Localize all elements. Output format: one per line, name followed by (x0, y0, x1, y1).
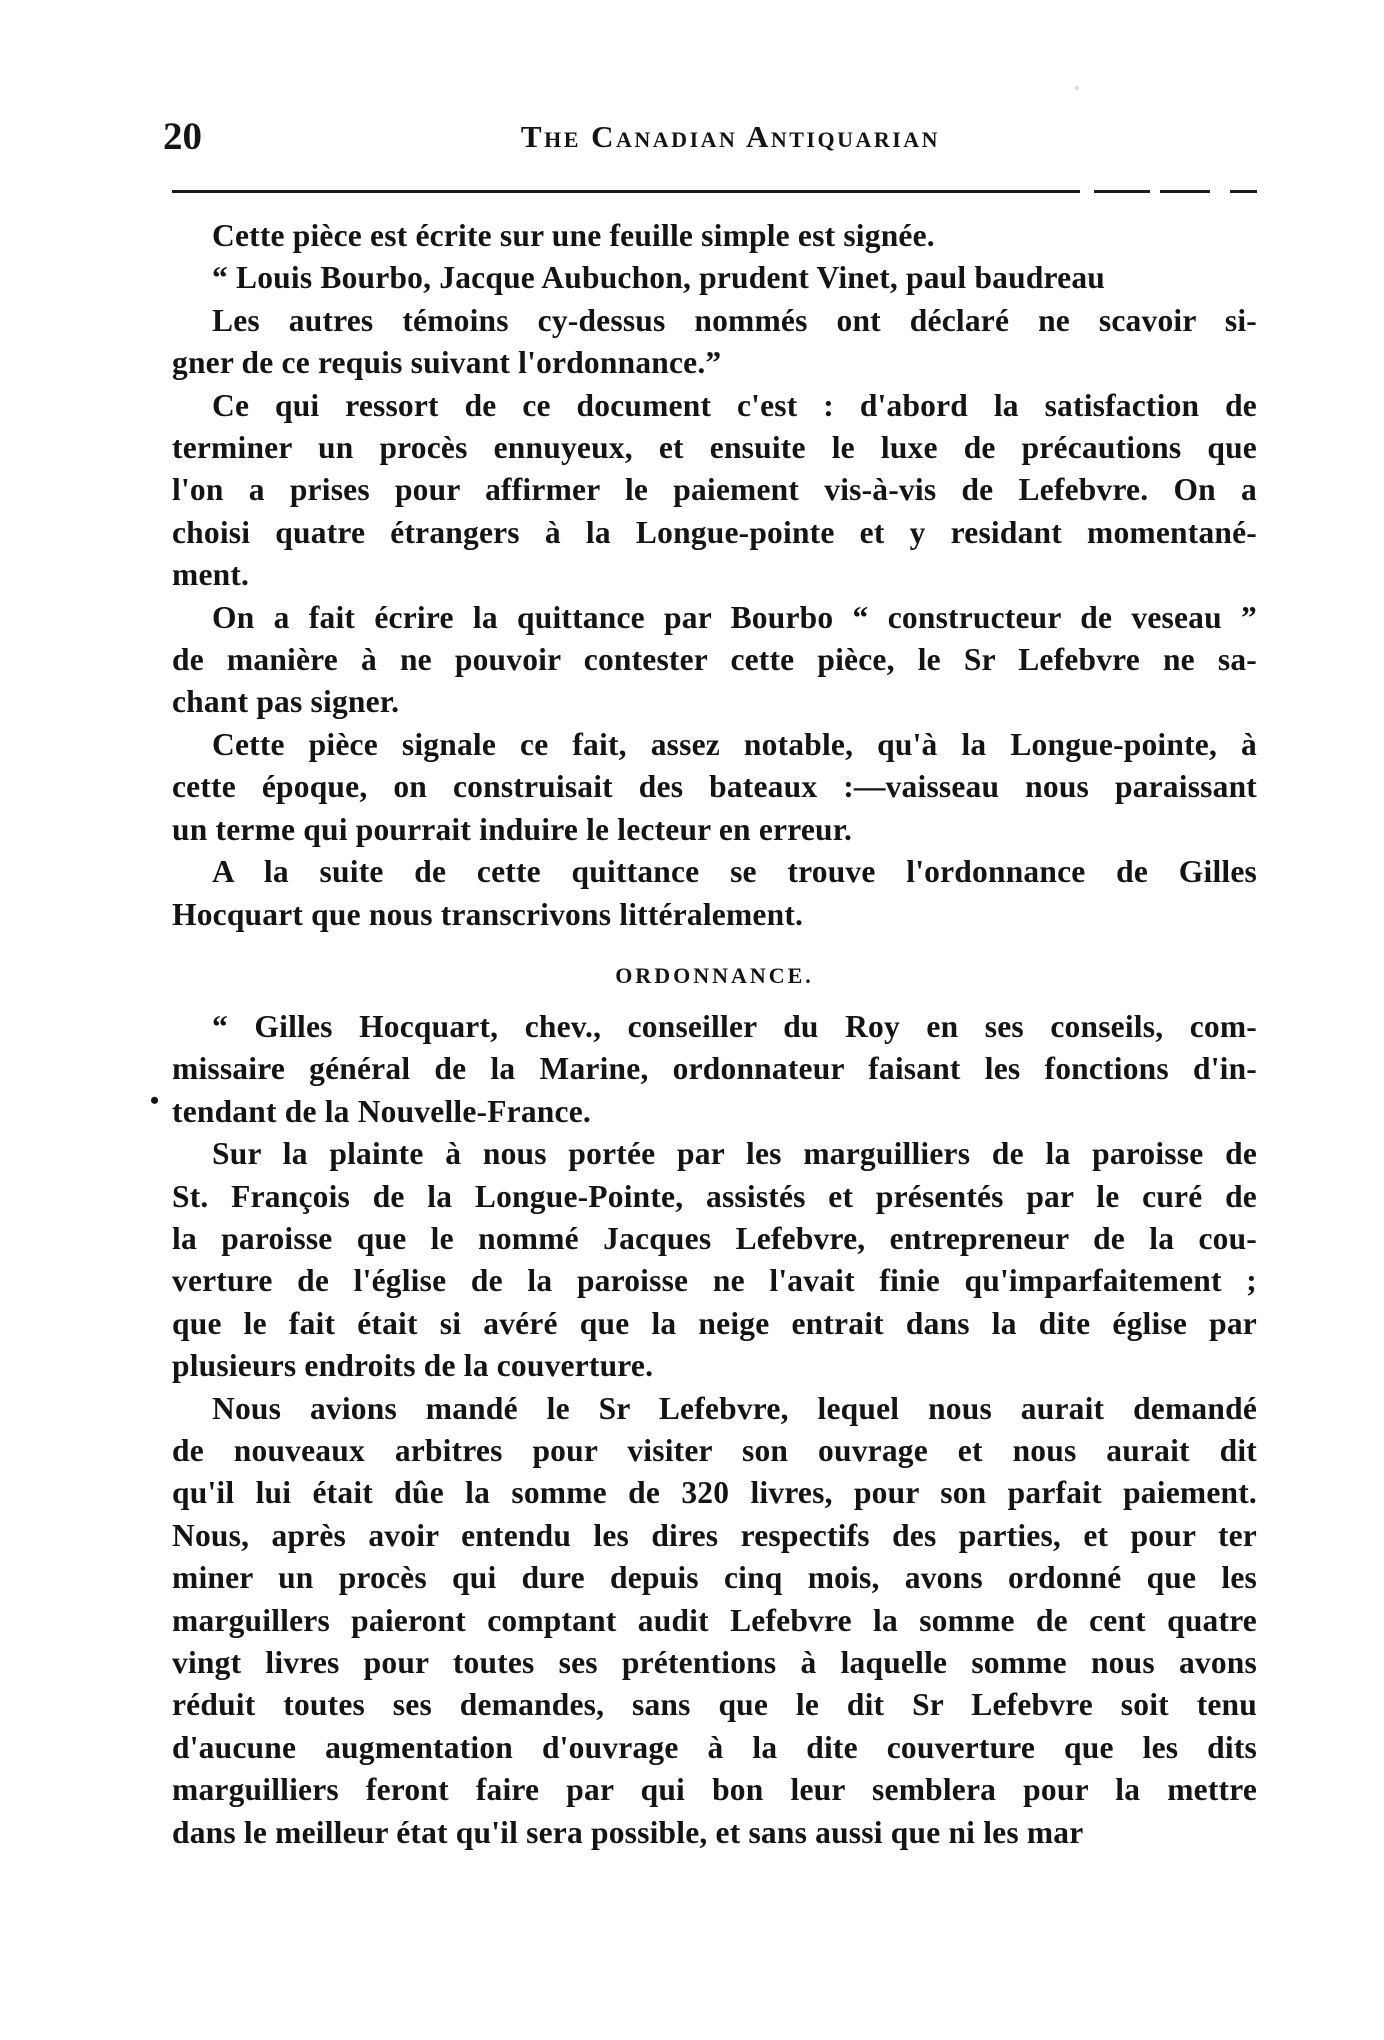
text-line: On a fait écrire la quittance par Bourbo “ constructeur de veseau ” (212, 599, 1257, 635)
text-line: d'aucune augmentation d'ouvrage à la dite couverture que les dits (172, 1729, 1257, 1765)
paragraph (172, 1006, 1257, 1133)
text-line: de manière à ne pouvoir contester cette pièce, le Sr Lefebvre ne sa- (172, 642, 1257, 678)
text-line: de nouveaux arbitres pour visiter son ouvrage et nous aurait dit (172, 1432, 1257, 1468)
text-line: vingt livres pour toutes ses prétentions à laquelle somme nous avons (172, 1645, 1257, 1680)
paragraph (172, 257, 1257, 299)
paragraph (172, 1133, 1257, 1387)
text-line: St. François de la Longue-Pointe, assistés et présentés par le curé de (172, 1178, 1257, 1214)
text-line: Ce qui ressort de ce document c'est : d'abord la satisfaction de (212, 387, 1257, 423)
text-line: réduit toutes ses demandes, sans que le dit Sr Lefebvre soit tenu (172, 1687, 1257, 1723)
text-line: ment. (172, 557, 250, 593)
paragraph (172, 597, 1257, 724)
text-line: Hocquart que nous transcrivons littéralement. (172, 896, 804, 932)
text-line: qu'il lui était dûe la somme de 320 livres, pour son parfait paiement. (172, 1475, 1257, 1511)
text-line: A la suite de cette quittance se trouve l'ordonnance de Gilles (212, 854, 1257, 890)
text-line: marguillers paieront comptant audit Lefebvre la somme de cent quatre (172, 1602, 1257, 1638)
rule-break (1150, 186, 1160, 194)
text-line: que le fait était si avéré que la neige entrait dans la dite église par (172, 1305, 1257, 1341)
page-header (163, 112, 1258, 162)
text-line: l'on a prises pour affirmer le paiement vis-à-vis de Lefebvre. On a (172, 472, 1257, 508)
margin-bullet: • (150, 1086, 160, 1115)
rule-break (1080, 186, 1094, 194)
section-heading: ORDONNANCE. (615, 962, 814, 988)
text-line: Les autres témoins cy-dessus nommés ont déclaré ne scavoir si- (212, 302, 1257, 338)
text-line: miner un procès qui dure depuis cinq mois, avons ordonné que les (172, 1560, 1257, 1596)
paragraph (172, 724, 1257, 851)
print-speck (1075, 86, 1079, 90)
paragraph (172, 215, 1257, 257)
text-line: un terme qui pourrait induire le lecteur en erreur. (172, 811, 853, 847)
text-line: Nous avions mandé le Sr Lefebvre, lequel nous aurait demandé (212, 1390, 1257, 1426)
paragraph (172, 385, 1257, 597)
text-line: missaire général de la Marine, ordonnateur faisant les fonctions d'in- (172, 1051, 1257, 1087)
text-line: Cette pièce signale ce fait, assez notable, qu'à la Longue-pointe, à (212, 726, 1257, 762)
text-line: choisi quatre étrangers à la Longue-pointe et y residant momentané- (172, 514, 1257, 550)
text-line: “ Gilles Hocquart, chev., conseiller du Roy en ses conseils, com- (212, 1008, 1257, 1044)
text-line: “ Louis Bourbo, Jacque Aubuchon, prudent Vinet, paul baudreau (212, 260, 1106, 296)
text-line: Sur la plainte à nous portée par les marguilliers de la paroisse de (212, 1136, 1257, 1172)
body-text (172, 215, 1257, 1854)
text-line: verture de l'église de la paroisse ne l'avait finie qu'imparfaitement ; (172, 1263, 1257, 1299)
running-title: The Canadian Antiquarian (520, 119, 941, 154)
paragraph (172, 851, 1257, 936)
page-number: 20 (163, 115, 202, 158)
text-line: Cette pièce est écrite sur une feuille simple est signée. (212, 218, 935, 253)
paragraph (172, 300, 1257, 385)
text-line: dans le meilleur état qu'il sera possible, et sans aussi que ni les mar (172, 1814, 1084, 1850)
text-line: cette époque, on construisait des bateaux :—vaisseau nous paraissant (172, 769, 1257, 805)
text-line: tendant de la Nouvelle-France. (172, 1093, 591, 1129)
paragraph (172, 1388, 1257, 1854)
text-line: la paroisse que le nommé Jacques Lefebvre, entrepreneur de la cou- (172, 1220, 1257, 1256)
text-line: chant pas signer. (172, 684, 400, 720)
text-line: plusieurs endroits de la couverture. (172, 1348, 654, 1384)
header-rule (172, 190, 1257, 193)
rule-break (1210, 186, 1230, 194)
text-line: Nous, après avoir entendu les dires respectifs des parties, et pour ter (172, 1517, 1257, 1553)
text-line: terminer un procès ennuyeux, et ensuite le luxe de précautions que (172, 430, 1257, 466)
text-line: marguilliers feront faire par qui bon leur semblera pour la mettre (172, 1772, 1257, 1808)
text-line: gner de ce requis suivant l'ordonnance.” (172, 345, 722, 381)
